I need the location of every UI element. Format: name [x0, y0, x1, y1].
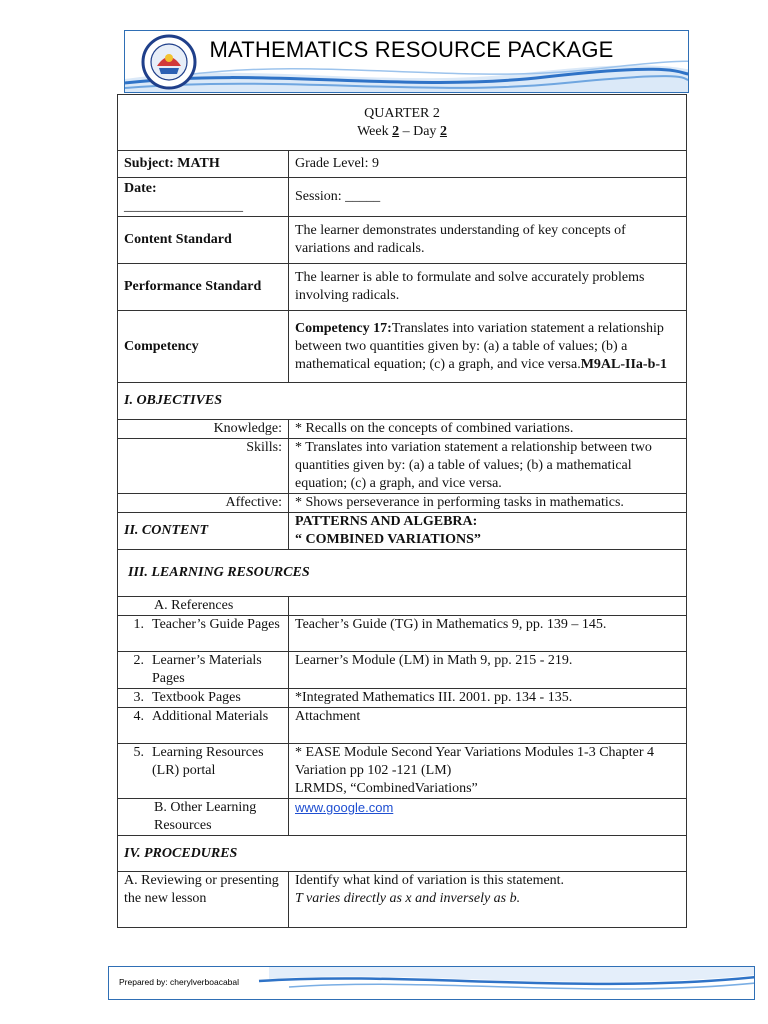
affective-label: Affective: [118, 494, 289, 513]
competency-number: Competency 17: [295, 320, 392, 336]
skills-row [118, 439, 687, 494]
content-heading: II. CONTENT [118, 513, 289, 550]
header-banner [124, 30, 689, 93]
content-row [118, 513, 687, 550]
page-title: MATHEMATICS RESOURCE PACKAGE [209, 37, 614, 62]
content-standard-label: Content Standard [118, 217, 289, 264]
resource-label: Learner’s Materials Pages [152, 653, 262, 686]
performance-standard-label: Performance Standard [118, 264, 289, 311]
resources-heading: III. LEARNING RESOURCES [118, 550, 687, 597]
day-number: 2 [439, 123, 447, 139]
resource-label: Additional Materials [152, 709, 269, 724]
skills-text: * Translates into variation statement a relationship between two quantities given by: (a) a table of values; (b) a mathematical equation; (c) a graph, and vice versa. [289, 439, 687, 494]
resource-value: *Integrated Mathematics III. 2001. pp. 134 - 135. [289, 689, 687, 708]
competency-text: Translates into variation statement a relationship between two quantities given by: (a) a table of values; (b) a mathematical equation; (c) a graph, and vice versa. [295, 320, 664, 372]
affective-text: * Shows perseverance in performing tasks in mathematics. [289, 494, 687, 513]
affective-row [118, 494, 687, 513]
performance-standard-text: The learner is able to formulate and solve accurately problems involving radicals. [289, 264, 687, 311]
references-row [118, 597, 687, 616]
date-row [118, 178, 687, 217]
subject-row [118, 151, 687, 178]
resource-label: Textbook Pages [152, 690, 241, 705]
performance-standard-row [118, 264, 687, 311]
footer-banner [108, 966, 755, 1000]
skills-label: Skills: [118, 439, 289, 494]
week-day-line: Week 2 – Day 2 [357, 123, 447, 139]
grade-level: Grade Level: 9 [289, 151, 687, 178]
procedures-heading: IV. PROCEDURES [118, 836, 687, 872]
knowledge-label: Knowledge: [118, 420, 289, 439]
resource-value: Learner’s Module (LM) in Math 9, pp. 215 - 219. [289, 652, 687, 689]
lesson-plan-table [117, 94, 687, 928]
quarter-row [118, 95, 687, 151]
resources-heading-row [118, 550, 687, 597]
resource-value: Teacher’s Guide (TG) in Mathematics 9, pp. 139 – 145. [289, 616, 687, 652]
procedure-a-instruction: Identify what kind of variation is this statement. [295, 873, 565, 888]
date-blank: _________________ [124, 199, 243, 214]
resource-row-tg: 1. Teacher’s Guide Pages Teacher’s Guide (TG) in Mathematics 9, pp. 139 – 145. [118, 616, 687, 652]
prepared-by: Prepared by: cherylverboacabal [119, 977, 240, 987]
resource-row-textbook: 3. Textbook Pages *Integrated Mathematics III. 2001. pp. 134 - 135. [118, 689, 687, 708]
other-resources-row [118, 799, 687, 836]
other-resources-label: B. Other Learning Resources [118, 799, 289, 836]
session-field: Session: _____ [289, 178, 687, 217]
competency-label: Competency [118, 311, 289, 383]
competency-row [118, 311, 687, 383]
content-standard-row [118, 217, 687, 264]
google-link[interactable]: www.google.com [295, 800, 394, 815]
knowledge-row [118, 420, 687, 439]
procedure-a-row [118, 872, 687, 928]
procedure-a-label: A. Reviewing or presenting the new lesson [118, 872, 289, 928]
resource-label: Teacher’s Guide Pages [152, 617, 280, 632]
resource-value: * EASE Module Second Year Variations Modules 1-3 Chapter 4 Variation pp 102 -121 (LM) [295, 745, 655, 778]
resource-row-additional: 4. Additional Materials Attachment [118, 708, 687, 744]
competency-code: M9AL-IIa-b-1 [580, 356, 668, 372]
content-topic: PATTERNS AND ALGEBRA: [295, 514, 478, 529]
procedure-a-statement: T varies directly as x and inversely as b. [295, 891, 521, 906]
content-subtopic: “ COMBINED VARIATIONS” [295, 532, 481, 547]
week-number: 2 [392, 123, 400, 139]
objectives-heading-row [118, 383, 687, 420]
resource-value-lrmds: LRMDS, “CombinedVariations” [295, 781, 478, 796]
date-label: Date: [124, 181, 157, 196]
knowledge-text: * Recalls on the concepts of combined variations. [289, 420, 687, 439]
quarter-title: QUARTER 2 [364, 105, 440, 121]
resource-row-lr-portal: 5. Learning Resources (LR) portal * EASE Module Second Year Variations Modules 1-3 Chapter 4 Variation pp 102 -121 (LM) LRMDS, “CombinedVariations” [118, 744, 687, 799]
subject-label: Subject: MATH [118, 151, 289, 178]
content-standard-text: The learner demonstrates understanding of key concepts of variations and radicals. [289, 217, 687, 264]
resource-label: Learning Resources (LR) portal [152, 745, 264, 778]
procedures-heading-row [118, 836, 687, 872]
resource-value: Attachment [289, 708, 687, 744]
resource-row-lm: 2. Learner’s Materials Pages Learner’s Module (LM) in Math 9, pp. 215 - 219. [118, 652, 687, 689]
objectives-heading: I. OBJECTIVES [118, 383, 687, 420]
references-label: A. References [118, 597, 289, 616]
